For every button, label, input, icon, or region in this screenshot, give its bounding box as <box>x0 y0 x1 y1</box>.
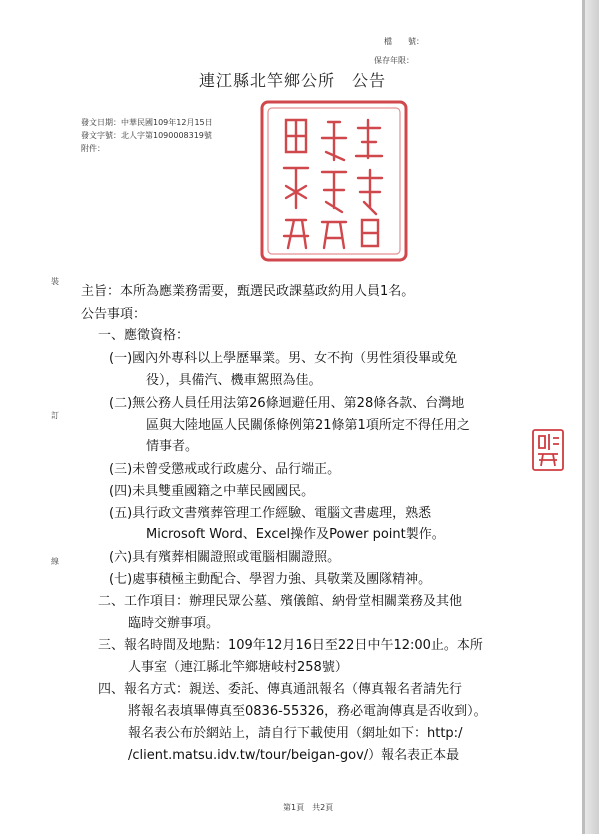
section-4-cont: 將報名表填畢傳真至0836-55326，務必電詢傳真是否收到）。 <box>128 704 487 719</box>
qualification-5: (五)具行政文書殯葬管理工作經驗、電腦文書處理，熟悉 <box>109 506 432 521</box>
document-number: 發文字號：北人字第1090008319號 <box>81 131 212 140</box>
qualification-7: (七)處事積極主動配合、學習力強、具敬業及團隊精神。 <box>109 572 432 587</box>
qualification-2-cont: 區與大陸地區人民關係條例第21條第1項所定不得任用之 <box>146 418 470 433</box>
issue-date: 發文日期：中華民國109年12月15日 <box>81 118 213 127</box>
section-4-cont3: /client.matsu.idv.tw/tour/beigan-gov/）報名表正本最 <box>128 748 460 763</box>
page-edge <box>585 0 599 834</box>
section-4-cont2: 報名表公布於網站上，請自行下載使用（網址如下：http:/ <box>128 726 463 741</box>
document-title: 連江縣北竿鄉公所 公告 <box>199 71 387 90</box>
section-4: 四、報名方式：親送、委託、傳真通訊報名（傳真報名者請先行 <box>98 682 463 697</box>
retention-label: 保存年限： <box>374 56 414 65</box>
section-2-cont: 臨時交辦事項。 <box>128 616 220 631</box>
qualification-2: (二)無公務人員任用法第26條迴避任用、第28條各款、台灣地 <box>109 396 465 411</box>
section-3: 三、報名時間及地點：109年12月16日至22日中午12:00止。本所 <box>98 638 483 653</box>
qualification-4: (四)未具雙重國籍之中華民國國民。 <box>109 484 315 499</box>
qualification-3: (三)未曾受懲戒或行政處分、品行端正。 <box>109 462 341 477</box>
qualification-1: (一)國內外專科以上學歷畢業。男、女不拘（男性須役畢或免 <box>109 351 458 366</box>
file-number-label: 檔 號： <box>384 37 424 46</box>
items-heading: 公告事項： <box>81 307 147 322</box>
section-2: 二、工作項目：辦理民眾公墓、殯儀館、納骨堂相關業務及其他 <box>98 594 463 609</box>
qualification-6: (六)具有殯葬相關證照或電腦相關證照。 <box>109 550 341 565</box>
qualification-2-cont2: 情事者。 <box>146 439 199 454</box>
page-number: 第1頁 共2頁 <box>283 803 334 812</box>
official-seal-large <box>258 98 410 264</box>
binding-mark-zhuang: 裝 <box>51 277 59 286</box>
official-seal-small <box>531 428 565 472</box>
section-1-heading: 一、應徵資格： <box>98 328 190 343</box>
qualification-5-cont: Microsoft Word、Excel操作及Power point製作。 <box>146 527 445 542</box>
binding-mark-ding: 訂 <box>51 411 59 420</box>
section-3-cont: 人事室（連江縣北竿鄉塘岐村258號） <box>128 660 348 675</box>
attachment-label: 附件： <box>81 144 105 153</box>
binding-mark-xian: 線 <box>51 557 59 566</box>
qualification-1-cont: 役），具備汽、機車駕照為佳。 <box>146 373 322 388</box>
subject-line: 主旨：本所為應業務需要，甄選民政課墓政約用人員1名。 <box>81 284 415 299</box>
